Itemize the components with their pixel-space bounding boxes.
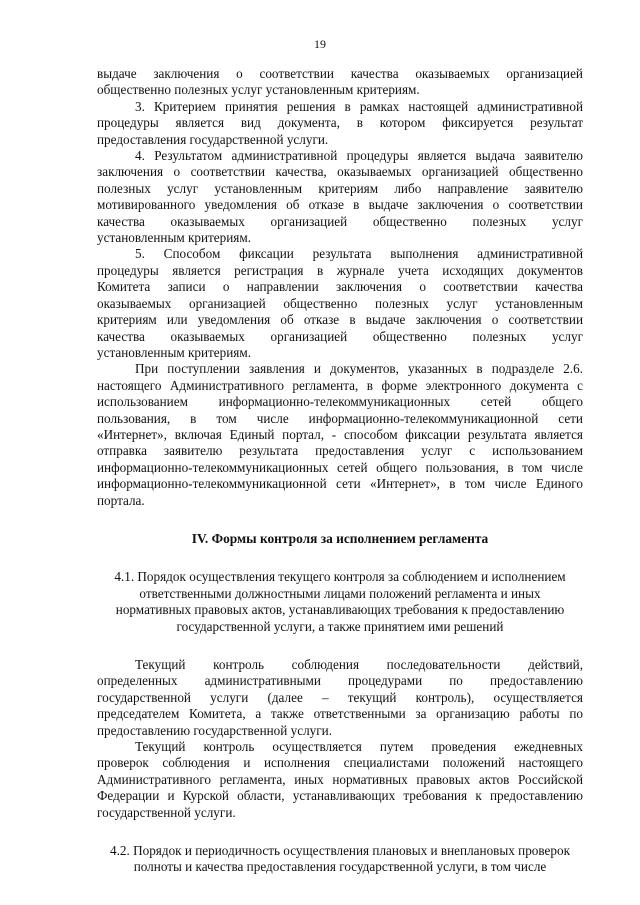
text-line: выдаче заключения о соответствии качества оказываемых организацией bbox=[97, 66, 583, 81]
paragraph-continuation bbox=[97, 66, 583, 99]
subsection-heading-4-2 bbox=[97, 843, 583, 876]
text-line: качества оказываемых организацией общественно полезных услуг bbox=[97, 213, 583, 229]
text-line: оказываемых организацией общественно полезных услуг установленным bbox=[97, 295, 583, 311]
text-line: 4.1. Порядок осуществления текущего контроля за соблюдением и исполнением bbox=[114, 569, 566, 585]
paragraph-result bbox=[97, 148, 583, 246]
text-line: информационно-телекоммуникационных сетей общего пользования, в том числе bbox=[97, 459, 583, 475]
text-line: Комитета записи о направлении заключения о соответствии качества bbox=[97, 279, 583, 295]
text-line: процедуры является вид документа, в котором фиксируется результат bbox=[97, 115, 583, 131]
document-body bbox=[97, 66, 583, 876]
paragraph-electronic-submission bbox=[97, 361, 583, 509]
text-line: предоставлению государственной услуги. bbox=[97, 722, 333, 738]
text-line: 3. Критерием принятия решения в рамках настоящей административной bbox=[135, 98, 583, 114]
paragraph-current-control bbox=[97, 657, 583, 739]
text-line: использованием информационно-телекоммуникационных сетей общего bbox=[97, 394, 583, 410]
paragraph-control-inspections bbox=[97, 739, 583, 821]
page-number: 19 bbox=[314, 37, 326, 51]
text-line: Текущий контроль осуществляется путем проведения ежедневных bbox=[135, 739, 583, 755]
text-line: полезных услуг установленным критериям либо направление заявителю bbox=[97, 180, 583, 196]
paragraph-fixation-method bbox=[97, 246, 583, 361]
text-line: настоящего Административного регламента, в форме электронного документа с bbox=[97, 377, 583, 393]
text-line: пользования, в том числе информационно-телекоммуникационной сети bbox=[97, 410, 583, 426]
text-line: государственной услуги, а также принятием ими решений bbox=[176, 618, 504, 634]
text-line: проверок соблюдения и исполнения специалистами положений настоящего bbox=[97, 755, 583, 771]
text-line: Текущий контроль соблюдения последовательности действий, bbox=[135, 657, 583, 672]
text-line: установленным критериям. bbox=[97, 344, 252, 360]
text-line: качества оказываемых организацией общественно полезных услуг bbox=[97, 328, 583, 344]
text-line: мотивированного уведомления об отказе в выдаче заключения о соответствии bbox=[97, 197, 583, 213]
text-line: государственной услуги (далее – текущий контроль), осуществляется bbox=[97, 689, 583, 705]
text-line: полноты и качества предоставления государственной услуги, в том числе bbox=[133, 859, 547, 875]
text-line: Федерации и Курской области, устанавливающих требования к предоставлению bbox=[97, 788, 583, 804]
text-line: общественно полезных услуг установленным критериям. bbox=[97, 82, 420, 98]
text-line: предоставления государственной услуги. bbox=[97, 131, 329, 147]
text-line: При поступлении заявления и документов, указанных в подразделе 2.6. bbox=[135, 361, 583, 377]
text-line: «Интернет», включая Единый портал, - способом фиксации результата является bbox=[97, 426, 583, 442]
section-heading: IV. Формы контроля за исполнением регламента bbox=[191, 530, 489, 546]
text-line: процедуры является регистрация в журнале учета исходящих документов bbox=[97, 262, 583, 278]
text-line: председателем Комитета, а также ответственными за организацию работы по bbox=[97, 706, 583, 722]
text-line: 5. Способом фиксации результата выполнения административной bbox=[135, 246, 583, 262]
text-line: информационно-телекоммуникационной сети «Интернет», в том числе Единого bbox=[97, 476, 583, 492]
text-line: отправка заявителю результата предоставления услуг с использованием bbox=[97, 443, 583, 459]
text-line: 4.2. Порядок и периодичность осуществления плановых и внеплановых проверок bbox=[110, 843, 570, 859]
text-line: установленным критериям. bbox=[97, 230, 252, 246]
text-line: критериям или уведомления об отказе в выдаче заключения о соответствии bbox=[97, 312, 583, 328]
text-line: 4. Результатом административной процедуры является выдача заявителю bbox=[135, 148, 583, 164]
text-line: заключения о соответствии качества, оказываемых организацией общественно bbox=[97, 164, 583, 180]
paragraph-criterion bbox=[97, 99, 583, 148]
text-line: определенных административными процедурами по предоставлению bbox=[97, 673, 583, 689]
text-line: нормативных правовых актов, устанавливающих требования к предоставлению bbox=[115, 602, 565, 618]
subsection-heading-4-1 bbox=[97, 569, 583, 635]
text-line: портала. bbox=[97, 492, 145, 508]
text-line: Административного регламента, иных нормативных правовых актов Российской bbox=[97, 771, 583, 787]
text-line: государственной услуги. bbox=[97, 804, 236, 820]
text-line: ответственными должностными лицами положений регламента и иных bbox=[139, 585, 541, 601]
